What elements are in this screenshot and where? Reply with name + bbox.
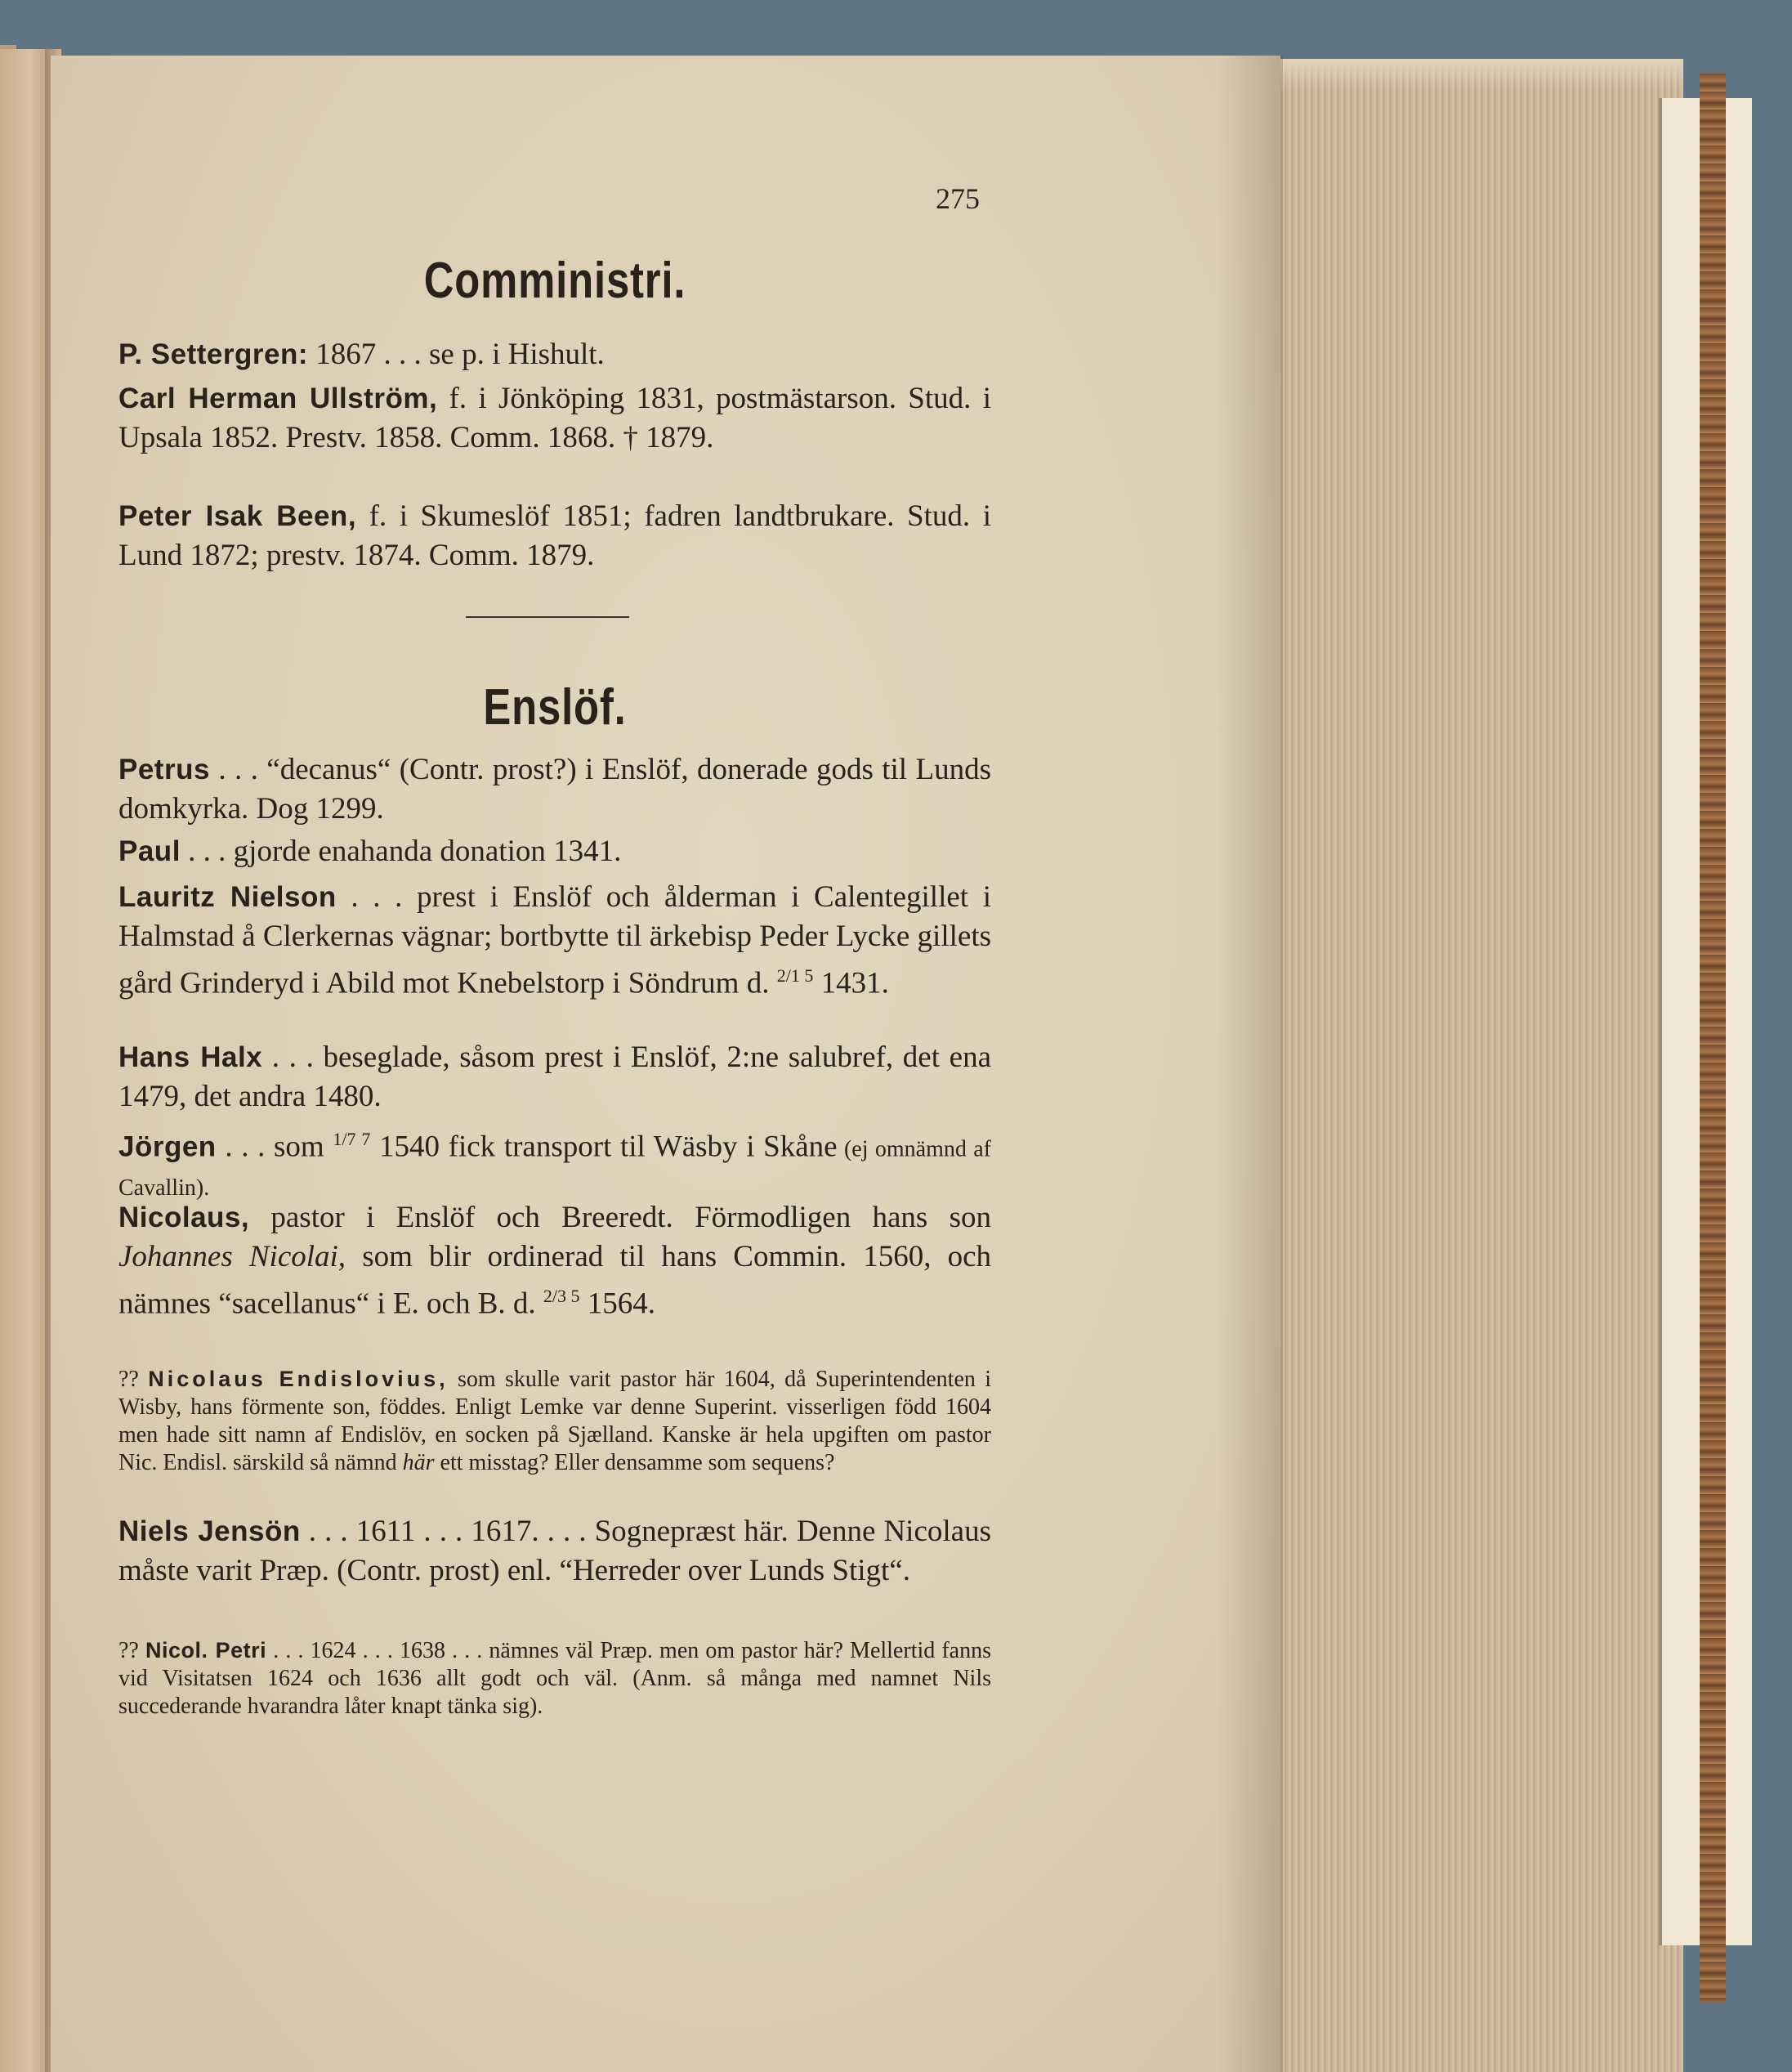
left-page <box>0 49 51 2072</box>
entry-date: 1/7 7 <box>333 1129 371 1149</box>
entry-name: Peter Isak Been, <box>118 500 357 532</box>
note-text: som skulle varit pastor här 1604, då Superintendenten i Wisby, hans förmente son, föddes. Enligt Lemke var denne Superint. visserligen född 1604 men hade sitt namn af Endislöv, en socken på Sjælland. Kanske är hela upgiften om pastor Nic. Endisl. särskild så nämnd <box>118 1367 991 1475</box>
entry-text: . . . “decanus“ (Contr. prost?) i Enslöf, donerade gods til Lunds domkyrka. Dog 1299. <box>118 753 991 826</box>
entry-date: 2/3 5 <box>543 1286 580 1306</box>
entry-text: pastor i Enslöf och Breeredt. Förmodligen hans son <box>249 1201 991 1234</box>
entry-settergren <box>118 335 991 374</box>
note-prefix: ?? <box>118 1638 145 1663</box>
section-heading-comministri: Comministri. <box>423 253 686 309</box>
entry-ullstrom <box>118 379 991 458</box>
book-spine <box>1700 74 1726 2003</box>
entry-petrus <box>118 750 991 829</box>
page-number: 275 <box>936 182 980 215</box>
entry-name: Jörgen <box>118 1130 217 1163</box>
entry-name: Hans Halx <box>118 1041 263 1073</box>
entry-paul <box>118 832 991 871</box>
entry-text: f. i Skumeslöf 1851; fadren landtbrukare. Stud. i Lund 1872; prestv. 1874. Comm. 1879. <box>118 499 991 572</box>
entry-tail: 1564. <box>579 1287 656 1321</box>
entry-been <box>118 497 991 575</box>
entry-date: 2/1 5 <box>776 965 814 986</box>
entry-small: (ej omnämnd af Cavallin). <box>118 1136 991 1202</box>
page-edges <box>1275 59 1683 2072</box>
footnote-endislovius <box>118 1365 991 1477</box>
entry-tail: 1431. <box>813 966 889 1000</box>
entry-name: Nicolaus, <box>118 1202 250 1233</box>
note-tail: ett misstag? Eller densamme som sequens? <box>434 1450 835 1475</box>
entry-text: . . . 1611 . . . 1617. . . . Sognepræst här. Denne Nicolaus måste varit Præp. (Contr. prost) enl. “Herreder over Lunds Stigt“. <box>118 1515 991 1587</box>
entry-text: . . . gjorde enahanda donation 1341. <box>180 835 622 868</box>
entry-text2: som blir ordinerad til hans Commin. 1560, och nämnes “sacellanus“ i E. och B. d. <box>118 1240 991 1321</box>
note-italic: här <box>402 1450 435 1475</box>
entry-niels <box>118 1512 991 1591</box>
section-divider <box>466 616 629 618</box>
entry-italic: Johannes Nicolai, <box>118 1240 346 1273</box>
note-text: . . . 1624 . . . 1638 . . . nämnes väl Præp. men om pastor här? Mellertid fanns vid Visitatsen 1624 och 1636 allt godt och väl. (Anm. så många med namnet Nils succederande hvarandra låter knapt tänka sig). <box>118 1638 992 1719</box>
page-edges-highlight <box>1275 59 1683 92</box>
entry-name: Paul <box>118 835 181 867</box>
entry-hans <box>118 1038 991 1117</box>
entry-name: Niels Jensön <box>118 1515 301 1547</box>
footnote-nicol-petri <box>118 1636 991 1721</box>
entry-text: f. i Jönköping 1831, postmästarson. Stud. i Upsala 1852. Prestv. 1858. Comm. 1868. † 1879. <box>118 382 991 454</box>
entry-nicolaus <box>118 1198 991 1323</box>
entry-tail: 1540 fick transport til Wäsby i Skåne <box>370 1130 838 1164</box>
note-name: Nicol. Petri <box>145 1638 267 1663</box>
entry-jorgen <box>118 1120 991 1206</box>
note-prefix: ?? <box>118 1367 149 1392</box>
entry-lauritz <box>118 878 991 1003</box>
page-shadow <box>1218 56 1283 2072</box>
section-heading-enslof: Enslöf. <box>483 679 627 736</box>
note-name: Nicolaus Endislovius, <box>148 1367 449 1391</box>
entry-text: 1867 . . . se p. i Hishult. <box>308 338 605 371</box>
entry-name: Petrus <box>118 754 210 785</box>
entry-text: . . . beseglade, såsom prest i Enslöf, 2:ne salubref, det ena 1479, det andra 1480. <box>118 1040 991 1113</box>
entry-name: Carl Herman Ullström, <box>118 383 438 414</box>
entry-text: . . . prest i Enslöf och ålderman i Calentegillet i Halmstad å Clerkernas vägnar; bortbytte til ärkebisp Peder Lycke gillets gård Grinderyd i Abild mot Knebelstorp i Söndrum d. <box>118 880 991 1000</box>
entry-text: . . . som <box>216 1130 333 1164</box>
entry-name: Lauritz Nielson <box>118 881 337 913</box>
entry-name: P. Settergren: <box>118 338 308 370</box>
